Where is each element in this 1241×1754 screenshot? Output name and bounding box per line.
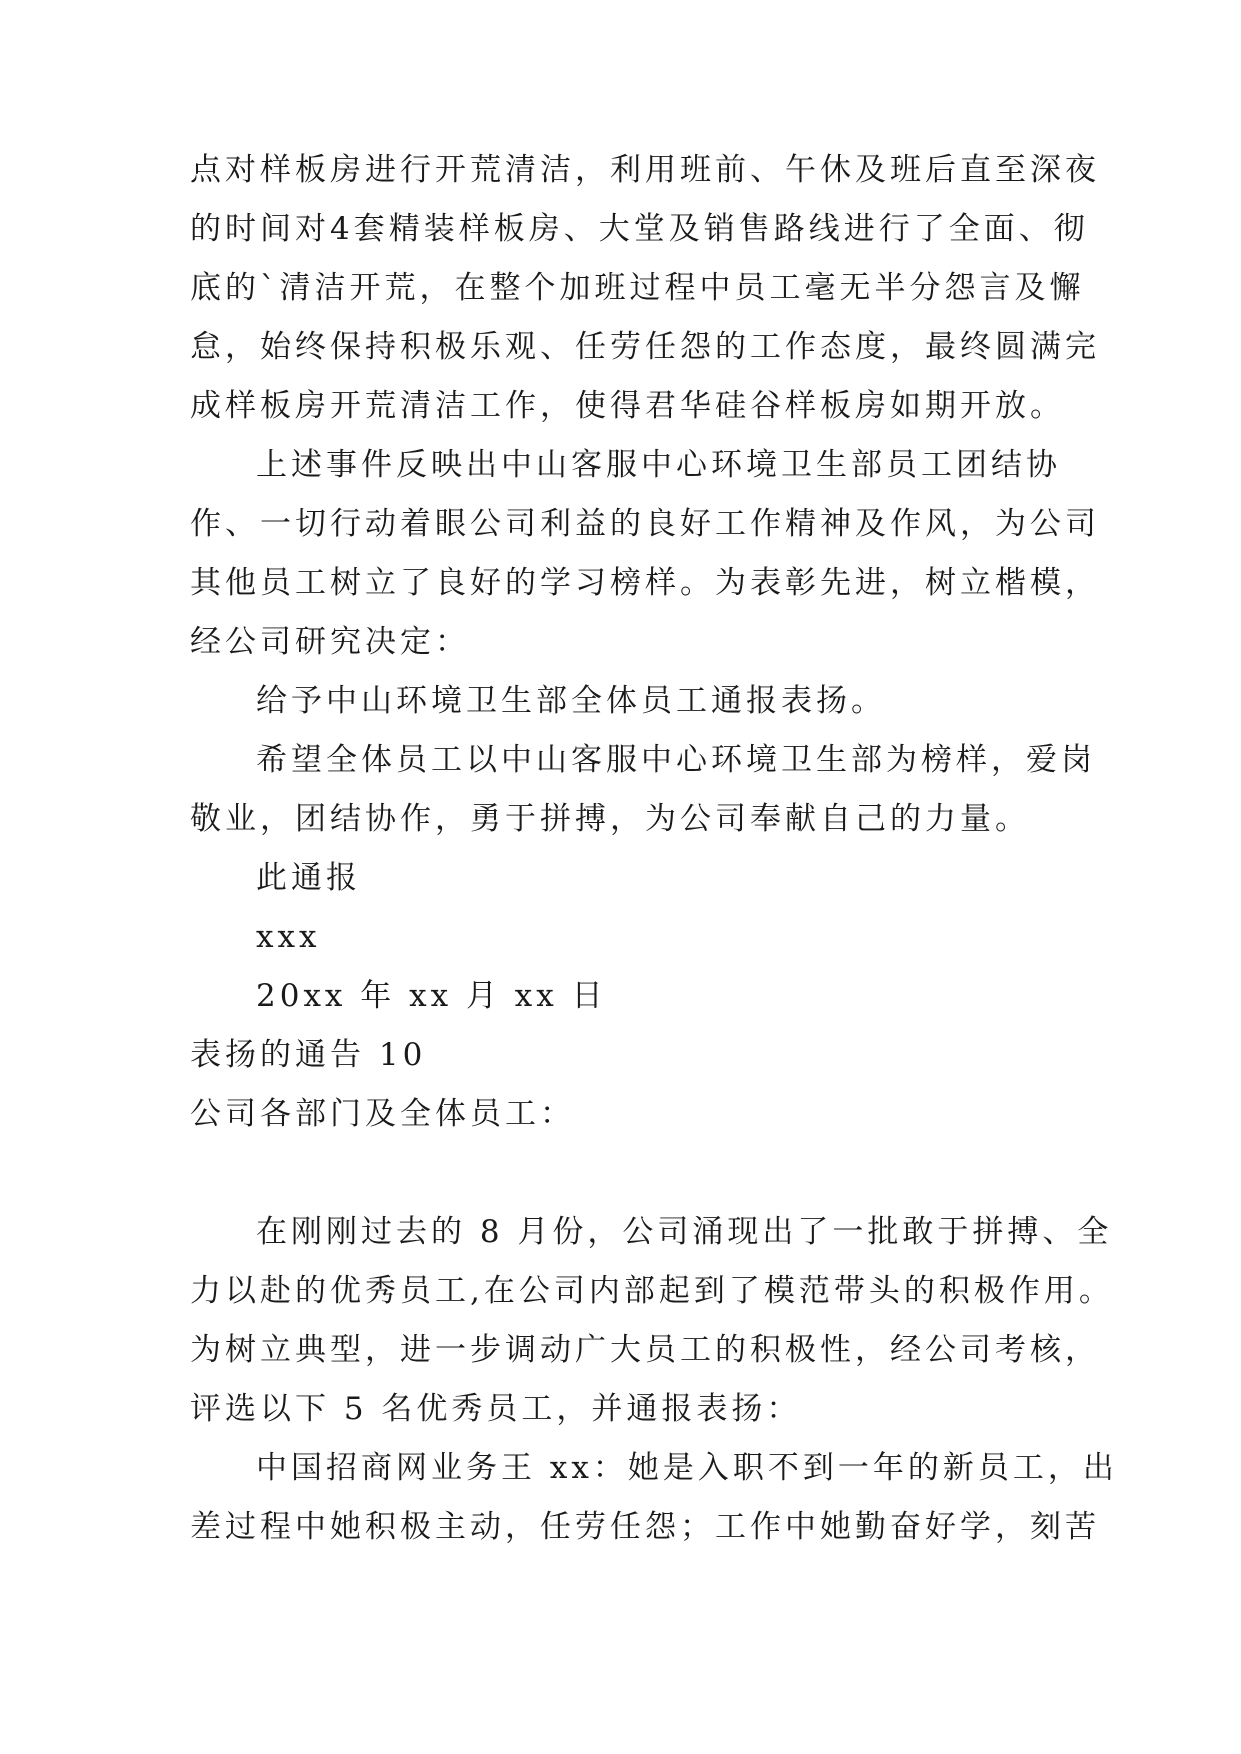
text-line-8: 其他员工树立了良好的学习榜样。为表彰先进，树立楷模， xyxy=(190,565,1100,601)
text-line-1: 点对样板房进行开荒清洁，利用班前、午休及班后直至深夜 xyxy=(190,152,1100,188)
text-line-5: 成样板房开荒清洁工作，使得君华硅谷样板房如期开放。 xyxy=(190,388,1065,424)
text-line-2: 的时间对4套精装样板房、大堂及销售路线进行了全面、彻 xyxy=(190,211,1089,247)
text-line-22: 中国招商网业务王 xx：她是入职不到一年的新员工，出 xyxy=(256,1450,1118,1486)
text-line-4: 怠，始终保持积极乐观、任劳任怨的工作态度，最终圆满完 xyxy=(190,329,1100,365)
text-line-3: 底的`清洁开荒，在整个加班过程中员工毫无半分怨言及懈 xyxy=(190,270,1085,306)
text-line-19: 力以赴的优秀员工,在公司内部起到了模范带头的积极作用。 xyxy=(190,1273,1114,1309)
text-line-15: 20xx 年 xx 月 xx 日 xyxy=(256,978,607,1014)
text-line-18: 在刚刚过去的 8 月份，公司涌现出了一批敢于拼搏、全 xyxy=(256,1214,1113,1250)
text-line-6: 上述事件反映出中山客服中心环境卫生部员工团结协 xyxy=(256,447,1061,483)
text-line-11: 希望全体员工以中山客服中心环境卫生部为榜样，爱岗 xyxy=(256,742,1096,778)
text-line-10: 给予中山环境卫生部全体员工通报表扬。 xyxy=(256,683,886,719)
text-line-14: xxx xyxy=(256,919,321,955)
text-line-7: 作、一切行动着眼公司利益的良好工作精神及作风，为公司 xyxy=(190,506,1100,542)
text-line-23: 差过程中她积极主动，任劳任怨；工作中她勤奋好学，刻苦 xyxy=(190,1509,1100,1545)
text-line-12: 敬业，团结协作，勇于拼搏，为公司奉献自己的力量。 xyxy=(190,801,1030,837)
text-line-21: 评选以下 5 名优秀员工，并通报表扬： xyxy=(190,1391,802,1427)
text-line-13: 此通报 xyxy=(256,860,361,896)
text-line-16: 表扬的通告 10 xyxy=(190,1037,427,1073)
text-line-9: 经公司研究决定： xyxy=(190,624,470,660)
text-line-17: 公司各部门及全体员工： xyxy=(190,1096,575,1132)
text-line-20: 为树立典型，进一步调动广大员工的积极性，经公司考核， xyxy=(190,1332,1100,1368)
